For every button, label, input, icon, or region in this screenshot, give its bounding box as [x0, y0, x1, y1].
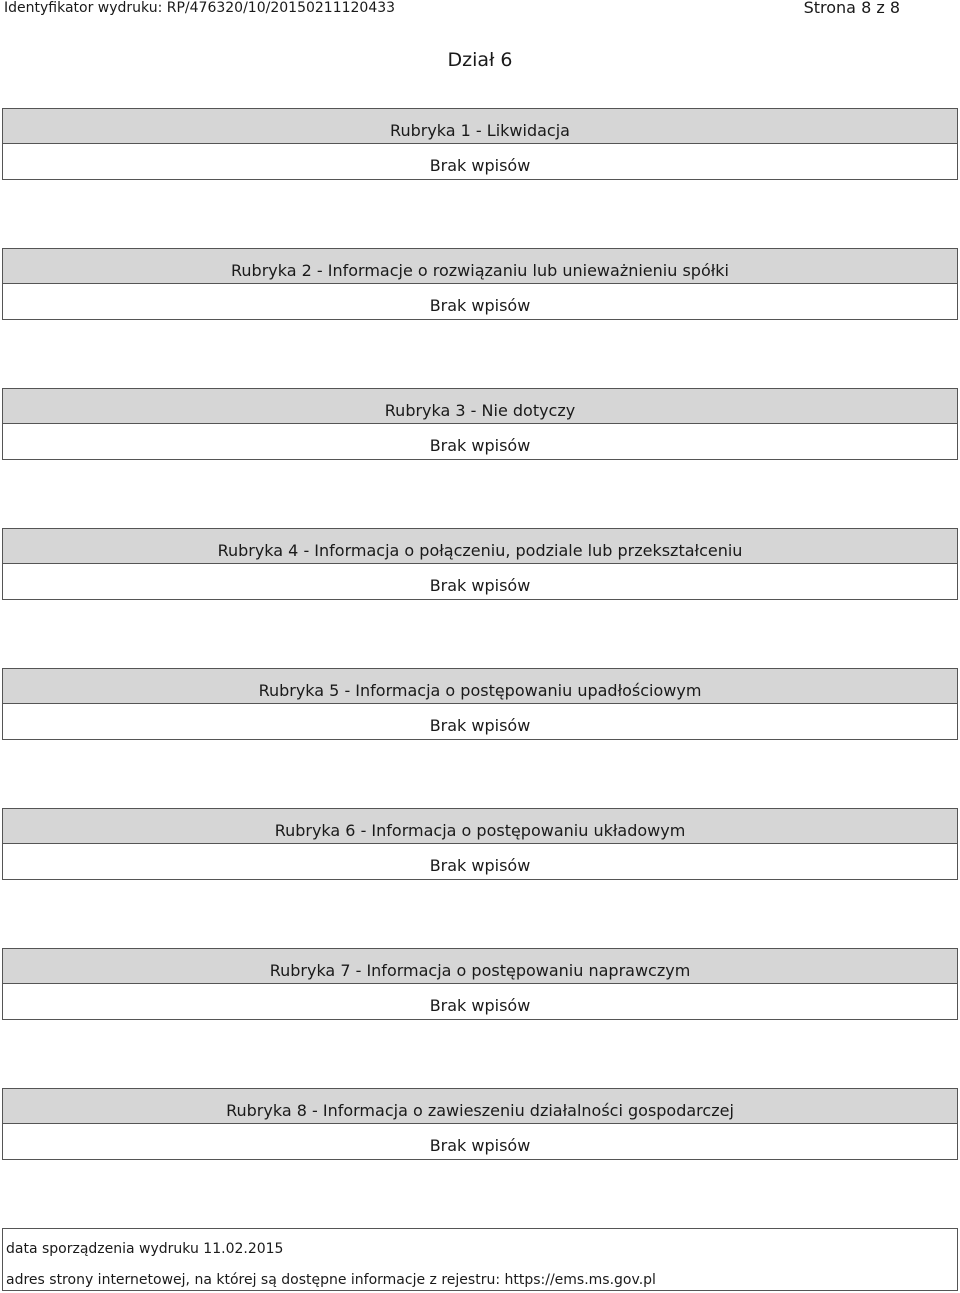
rubryka-title: Rubryka 2 - Informacje o rozwiązaniu lub unieważnieniu spółki: [2, 248, 958, 284]
section-title: Dział 6: [447, 49, 513, 71]
rubryka-6: [2, 808, 958, 880]
rubryka-content: Brak wpisów: [2, 1123, 958, 1160]
rubryka-title: Rubryka 6 - Informacja o postępowaniu układowym: [2, 808, 958, 844]
rubryka-title: Rubryka 4 - Informacja o połączeniu, podziale lub przekształceniu: [2, 528, 958, 564]
rubryka-title: Rubryka 7 - Informacja o postępowaniu naprawczym: [2, 948, 958, 984]
rubryka-content: Brak wpisów: [2, 143, 958, 180]
rubryka-title: Rubryka 1 - Likwidacja: [2, 108, 958, 144]
page-number: Strona 8 z 8: [803, 0, 900, 17]
rubryka-4: [2, 528, 958, 600]
rubryka-content: Brak wpisów: [2, 283, 958, 320]
rubryka-title: Rubryka 5 - Informacja o postępowaniu upadłościowym: [2, 668, 958, 704]
rubryka-content: Brak wpisów: [2, 843, 958, 880]
rubryka-5: [2, 668, 958, 740]
rubryka-title: Rubryka 3 - Nie dotyczy: [2, 388, 958, 424]
rubryka-title: Rubryka 8 - Informacja o zawieszeniu działalności gospodarczej: [2, 1088, 958, 1124]
print-date: data sporządzenia wydruku 11.02.2015: [6, 1241, 284, 1257]
rubryka-8: [2, 1088, 958, 1160]
footer-box: [2, 1228, 958, 1291]
print-identifier: Identyfikator wydruku: RP/476320/10/20150211120433: [4, 0, 396, 16]
registry-url-note: adres strony internetowej, na której są dostępne informacje z rejestru: https://ems.ms.gov.pl: [6, 1272, 656, 1288]
rubryka-2: [2, 248, 958, 320]
rubryka-7: [2, 948, 958, 1020]
rubryka-content: Brak wpisów: [2, 983, 958, 1020]
rubryka-3: [2, 388, 958, 460]
rubryka-content: Brak wpisów: [2, 563, 958, 600]
rubryka-content: Brak wpisów: [2, 423, 958, 460]
rubryka-content: Brak wpisów: [2, 703, 958, 740]
rubryka-1: [2, 108, 958, 180]
